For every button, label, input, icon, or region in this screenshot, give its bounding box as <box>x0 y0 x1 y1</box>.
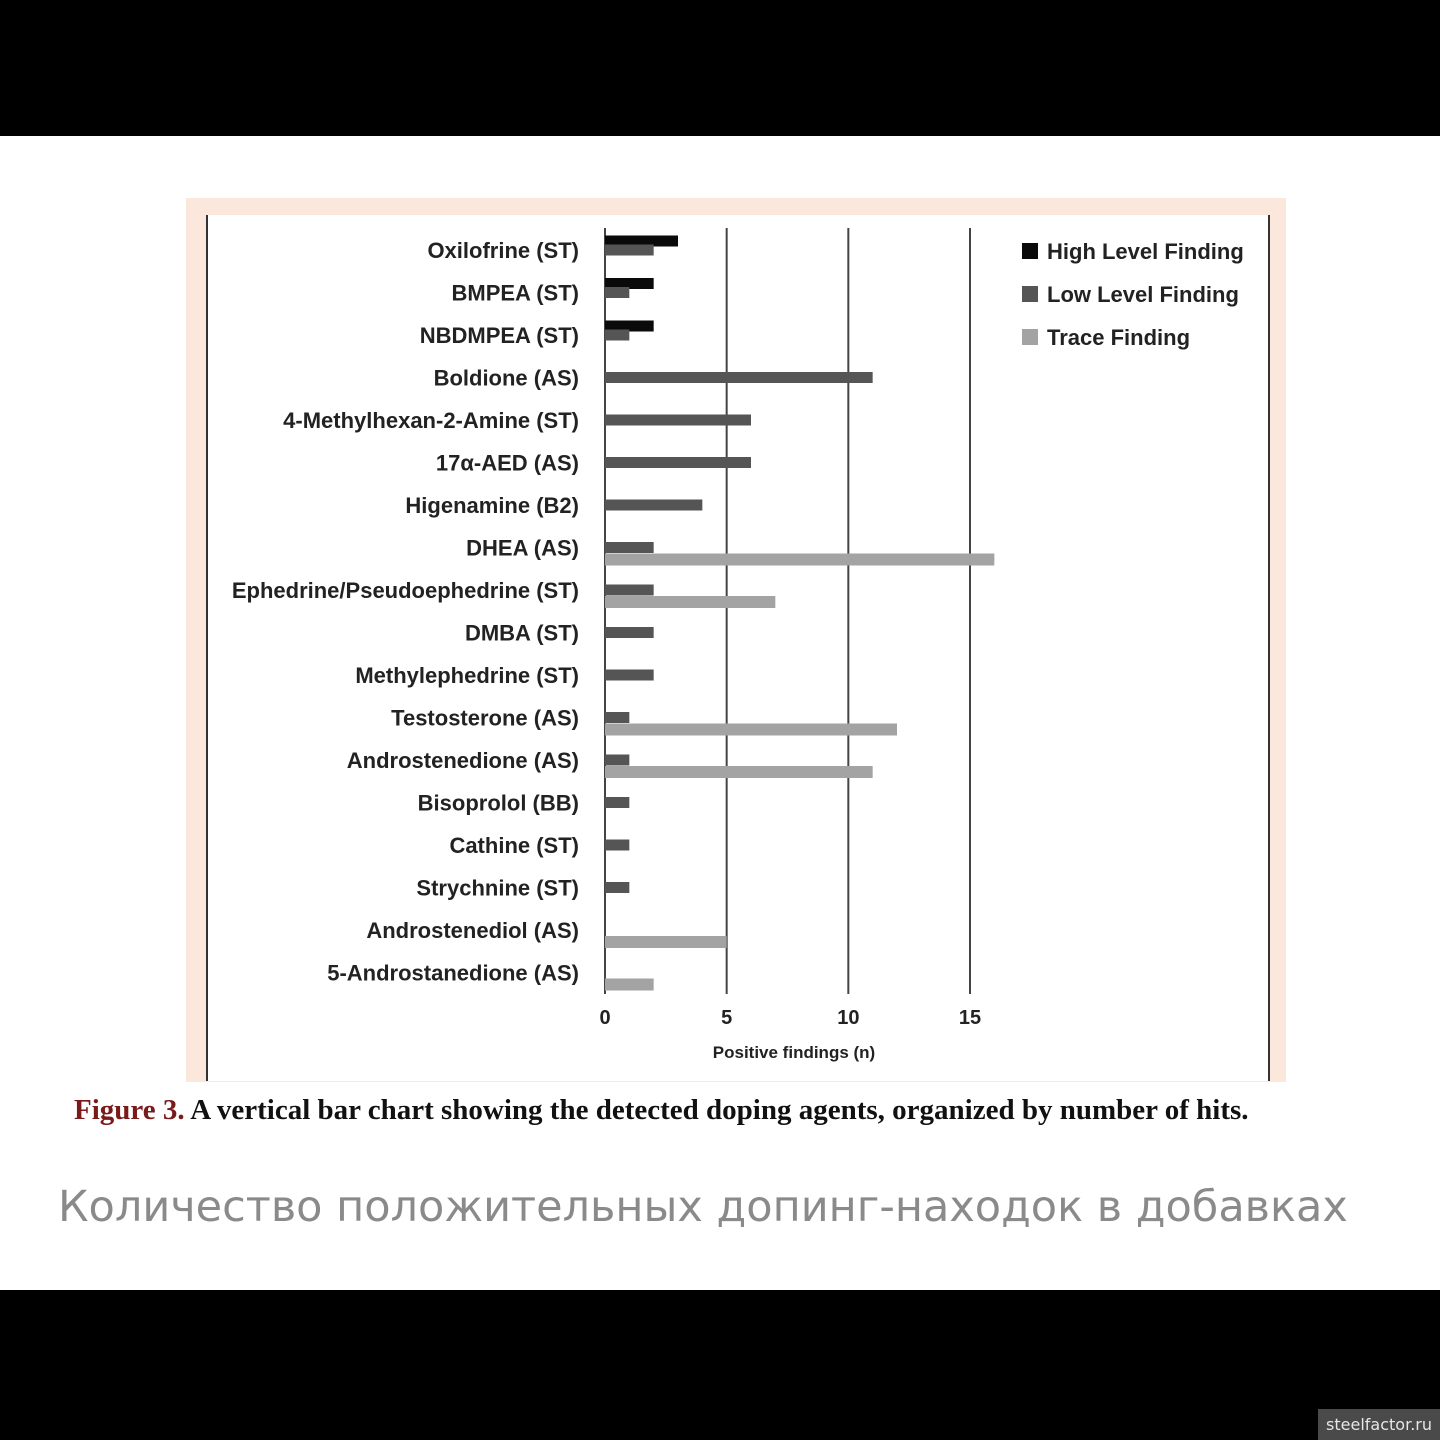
category-label: Testosterone (AS) <box>391 705 579 731</box>
category-label: Methylephedrine (ST) <box>355 663 579 688</box>
category-label: 17α-AED (AS) <box>435 450 579 476</box>
category-label: 4-Methylhexan-2-Amine (ST) <box>283 408 579 433</box>
figure-caption <box>74 1094 1414 1127</box>
x-axis-label: Positive findings (n) <box>712 1043 876 1062</box>
figure-caption-text: A vertical bar chart showing the detected doping agents, organized by number of hits. <box>184 1094 1249 1126</box>
bar-low-level-finding <box>605 500 702 511</box>
category-label: BMPEA (ST) <box>451 280 579 306</box>
x-tick-label: 5 <box>721 1007 733 1029</box>
legend-label: High Level Finding <box>1047 239 1244 264</box>
bar-low-level-finding <box>605 287 629 298</box>
category-label: Boldione (AS) <box>433 365 579 391</box>
legend-swatch <box>1022 329 1038 345</box>
category-label: Ephedrine/Pseudoephedrine (ST) <box>231 578 579 603</box>
legend-swatch <box>1022 243 1038 259</box>
bar-trace-finding <box>605 936 727 948</box>
bar-low-level-finding <box>605 330 629 341</box>
x-tick-label: 0 <box>599 1007 611 1029</box>
category-label: Higenamine (B2) <box>405 493 579 518</box>
x-tick-label: 10 <box>837 1007 860 1029</box>
bar-low-level-finding <box>605 372 873 383</box>
category-label: Bisoprolol (BB) <box>417 790 579 816</box>
category-label: Androstenedione (AS) <box>346 748 579 773</box>
category-label: Androstenediol (AS) <box>366 918 579 943</box>
category-label: Cathine (ST) <box>449 833 579 858</box>
legend-swatch <box>1022 286 1038 302</box>
category-label: DMBA (ST) <box>464 620 579 646</box>
bar-low-level-finding <box>605 627 654 638</box>
x-tick-label: 15 <box>958 1007 982 1029</box>
bar-trace-finding <box>605 766 873 778</box>
category-label: DHEA (AS) <box>466 535 579 561</box>
bar-low-level-finding <box>605 670 654 681</box>
bar-low-level-finding <box>605 415 751 426</box>
bar-trace-finding <box>605 979 654 991</box>
watermark: steelfactor.ru <box>1318 1409 1440 1440</box>
bar-low-level-finding <box>605 542 654 553</box>
bar-low-level-finding <box>605 712 629 723</box>
category-label: Oxilofrine (ST) <box>427 238 579 263</box>
legend-label: Trace Finding <box>1047 325 1191 350</box>
figure-label: Figure 3. <box>74 1094 185 1126</box>
bar-low-level-finding <box>605 882 629 893</box>
legend-label: Low Level Finding <box>1047 282 1239 307</box>
category-label: 5-Androstanedione (AS) <box>327 960 579 986</box>
bar-trace-finding <box>605 724 897 736</box>
category-label: Strychnine (ST) <box>416 875 579 901</box>
bar-low-level-finding <box>605 755 629 766</box>
russian-caption: Количество положительных допинг-находок в добавках <box>58 1182 1348 1232</box>
bar-low-level-finding <box>605 840 629 851</box>
category-label: NBDMPEA (ST) <box>419 323 579 348</box>
bar-trace-finding <box>605 554 994 566</box>
bar-low-level-finding <box>605 797 629 808</box>
bar-low-level-finding <box>605 245 654 256</box>
bar-trace-finding <box>605 596 775 608</box>
bar-low-level-finding <box>605 585 654 596</box>
bar-low-level-finding <box>605 457 751 468</box>
